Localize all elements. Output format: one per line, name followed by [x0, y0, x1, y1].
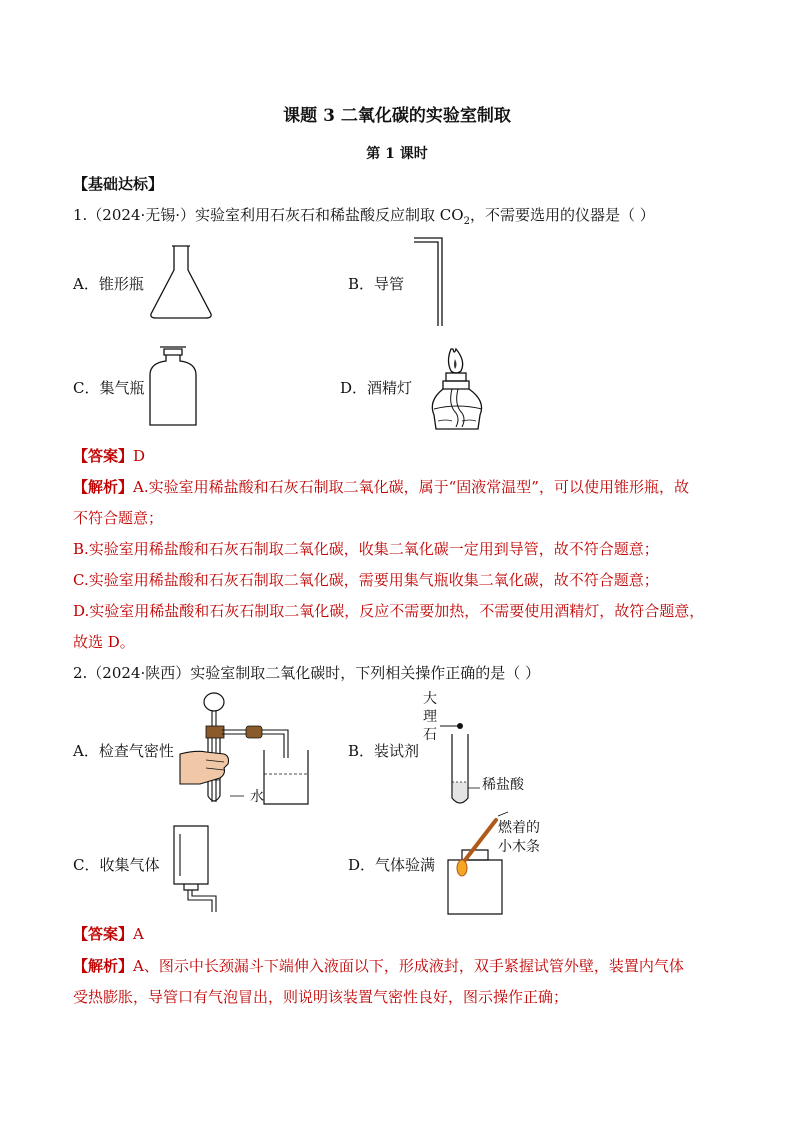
q2-analysis-text-1: A、图示中长颈漏斗下端伸入液面以下，形成液封，双手紧握试管外壁，装置内气体 [133, 957, 684, 975]
q1-option-d: D．酒精灯 [340, 379, 413, 397]
marble-label-2: 理 [423, 709, 437, 725]
q1-analysis-tag: 【解析】 [73, 478, 134, 496]
q2-option-b: B．装试剂 [348, 742, 420, 760]
q2-answer-value: A [133, 925, 144, 943]
section-heading: 【基础达标】 [73, 175, 164, 193]
stick-label-2: 小木条 [498, 839, 540, 855]
q1-analysis-line-6: 故选 D。 [73, 633, 135, 651]
q1-option-b: B．导管 [348, 275, 405, 293]
q2-option-c: C．收集气体 [73, 856, 160, 874]
stick-label-1: 燃着的 [498, 820, 540, 836]
marble-label-3: 石 [423, 727, 437, 743]
q1-option-c: C．集气瓶 [73, 379, 145, 397]
question-1-stem-suffix: ，不需要选用的仪器是（ ） [469, 206, 655, 224]
q1-answer-tag: 【答案】 [73, 447, 134, 465]
q1-analysis-line-1 [73, 477, 689, 497]
q2-analysis-tag: 【解析】 [73, 957, 134, 975]
q1-option-a: A．锥形瓶 [73, 275, 144, 293]
alcohol-lamp-figure [426, 345, 492, 431]
airtightness-check-figure [180, 692, 310, 810]
q2-option-a: A．检查气密性 [73, 742, 174, 760]
q2-answer [73, 924, 144, 944]
q1-analysis-line-3: B.实验室用稀盐酸和石灰石制取二氧化碳，收集二氧化碳一定用到导管，故不符合题意； [73, 540, 659, 558]
gas-collection-setup-figure [166, 822, 222, 912]
water-label: 水 [250, 789, 264, 805]
conduit-tube-figure [412, 236, 446, 330]
q1-answer [73, 446, 145, 466]
q1-analysis-line-2: 不符合题意； [73, 509, 164, 527]
question-1-subscript: 2 [463, 216, 470, 227]
test-tube-loading-figure [436, 718, 480, 808]
marble-label-1: 大 [423, 691, 437, 707]
question-1-stem [73, 205, 655, 232]
page-title: 课题 3 二氧化碳的实验室制取 [283, 106, 511, 126]
q1-analysis-line-4: C.实验室用稀盐酸和石灰石制取二氧化碳，需要用集气瓶收集二氧化碳，故不符合题意； [73, 571, 659, 589]
acid-label: 稀盐酸 [482, 777, 524, 793]
gas-collection-bottle-figure [146, 345, 202, 427]
question-2-stem: 2.（2024·陕西）实验室制取二氧化碳时，下列相关操作正确的是（ ） [73, 664, 541, 682]
q1-analysis-line-5: D.实验室用稀盐酸和石灰石制取二氧化碳，反应不需要加热，不需要使用酒精灯，故符合题意， [73, 602, 705, 620]
q2-analysis-line-2: 受热膨胀，导管口有气泡冒出，则说明该装置气密性良好，图示操作正确； [73, 988, 569, 1006]
q2-answer-tag: 【答案】 [73, 925, 134, 943]
question-1-stem-text: 1.（2024·无锡·）实验室利用石灰石和稀盐酸反应制取 CO [73, 206, 464, 224]
q2-analysis-line-1 [73, 956, 684, 976]
conical-flask-figure [148, 244, 214, 320]
q1-analysis-text-1: A.实验室用稀盐酸和石灰石制取二氧化碳，属于“固液常温型”，可以使用锥形瓶，故 [133, 478, 689, 496]
q2-option-d: D．气体验满 [348, 856, 436, 874]
page-subtitle: 第 1 课时 [366, 146, 428, 162]
q1-answer-value: D [133, 447, 146, 465]
